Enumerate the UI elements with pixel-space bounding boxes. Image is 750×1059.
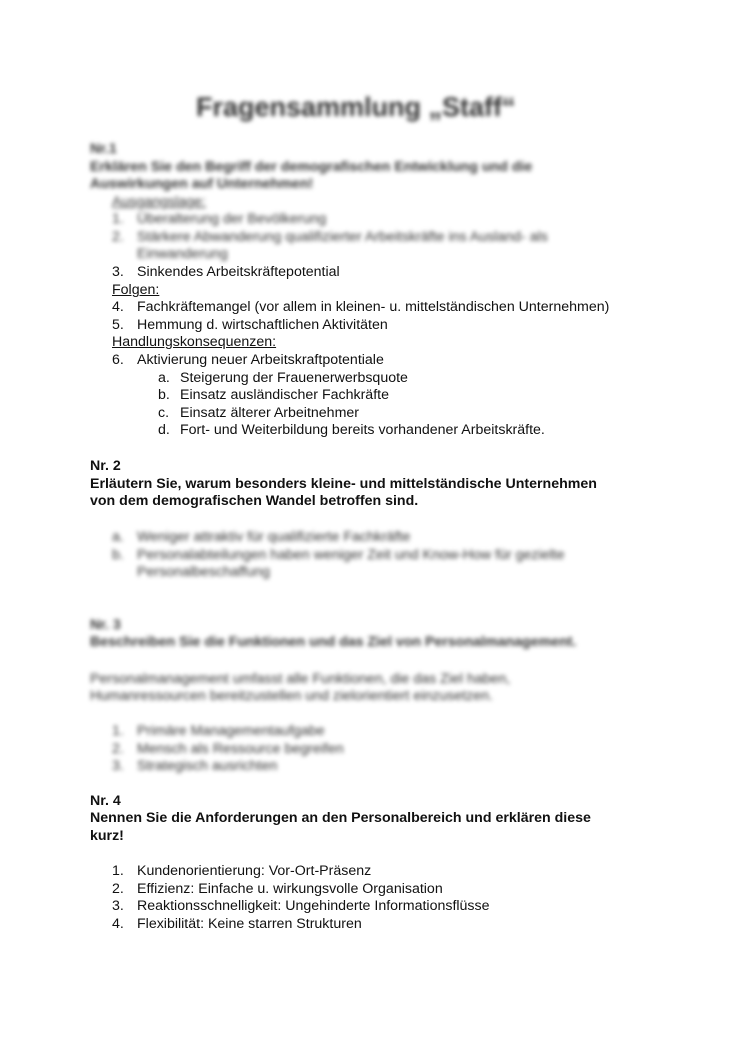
q1-folgen-label: Folgen: xyxy=(112,282,160,298)
list-item: Einwanderung xyxy=(137,246,228,262)
list-item: 4. Flexibilität: Keine starren Strukturen xyxy=(112,916,362,932)
q1-handlung-label: Handlungskonsequenzen: xyxy=(112,334,277,350)
q2-question-line2: von dem demografischen Wandel betroffen sind. xyxy=(90,493,419,509)
list-item: 2. Mensch als Ressource begreifen xyxy=(112,741,344,757)
document-title: Fragensammlung „Staff“ xyxy=(196,92,516,122)
list-item: Personalbeschaffung xyxy=(137,564,271,580)
q1-number: Nr.1 xyxy=(90,141,117,157)
q1-ausgangslage-label: Ausgangslage: xyxy=(112,194,206,210)
list-item: a. Weniger attraktiv für qualifizierte Fachkräfte xyxy=(112,529,411,545)
list-item: 2. Stärkere Abwanderung qualifizierter Arbeitskräfte ins Ausland- als xyxy=(112,229,548,245)
q2-question-line1: Erläutern Sie, warum besonders kleine- und mittelständische Unternehmen xyxy=(90,476,597,492)
list-item: 2. Effizienz: Einfache u. wirkungsvolle Organisation xyxy=(112,881,443,897)
list-item: 3. Strategisch ausrichten xyxy=(112,758,278,774)
list-item: 4. Fachkräftemangel (vor allem in kleinen- u. mittelständischen Unternehmen) xyxy=(112,299,610,315)
q4-number: Nr. 4 xyxy=(90,793,121,809)
q3-paragraph-line1: Personalmanagement umfasst alle Funktionen, die das Ziel haben, xyxy=(90,671,511,687)
sub-list-item: d. Fort- und Weiterbildung bereits vorhandener Arbeitskräfte. xyxy=(158,422,545,438)
q1-question-line1: Erklären Sie den Begriff der demografischen Entwicklung und die xyxy=(90,159,533,175)
sub-list-item: a. Steigerung der Frauenerwerbsquote xyxy=(158,370,408,386)
list-item: 1. Überalterung der Bevölkerung xyxy=(112,211,327,227)
list-item: b. Personalabteilungen haben weniger Zeit und Know-How für gezielte xyxy=(112,547,565,563)
sub-list-item: b. Einsatz ausländischer Fachkräfte xyxy=(158,387,389,403)
list-item: 1. Primäre Managementaufgabe xyxy=(112,723,325,739)
q3-paragraph-line2: Humanressourcen bereitzustellen und zielorientiert einzusetzen. xyxy=(90,688,493,704)
q1-question-line2: Auswirkungen auf Unternehmen! xyxy=(90,176,314,192)
list-item: 6. Aktivierung neuer Arbeitskraftpotentiale xyxy=(112,352,384,368)
sub-list-item: c. Einsatz älterer Arbeitnehmer xyxy=(158,405,360,421)
list-item: 3. Sinkendes Arbeitskräftepotential xyxy=(112,264,340,280)
q2-number: Nr. 2 xyxy=(90,458,121,474)
q4-question-line1: Nennen Sie die Anforderungen an den Personalbereich und erklären diese xyxy=(90,810,591,826)
q4-question-line2: kurz! xyxy=(90,828,124,844)
list-item: 1. Kundenorientierung: Vor-Ort-Präsenz xyxy=(112,863,372,879)
q3-question: Beschreiben Sie die Funktionen und das Ziel von Personalmanagement. xyxy=(90,634,577,650)
q3-number: Nr. 3 xyxy=(90,617,121,633)
list-item: 5. Hemmung d. wirtschaftlichen Aktivitäten xyxy=(112,317,388,333)
list-item: 3. Reaktionsschnelligkeit: Ungehinderte Informationsflüsse xyxy=(112,898,490,914)
